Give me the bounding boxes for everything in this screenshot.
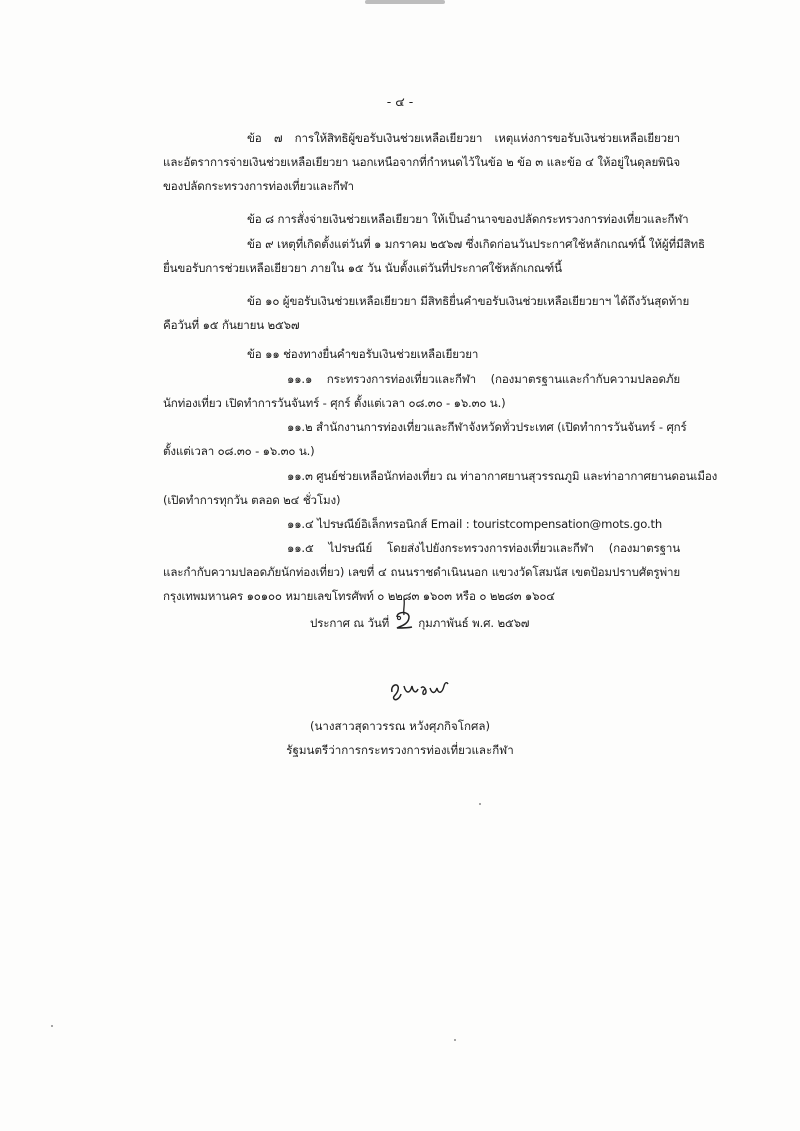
announcement-day-handwritten — [393, 615, 415, 631]
clause-11-item-4-line-1: ๑๑.๔ ไปรษณีย์อิเล็กทรอนิกส์ Email : touristcompensation@mots.go.th — [287, 517, 663, 531]
clause-9-line-2: ยื่นขอรับการช่วยเหลือเยียวยา ภายใน ๑๕ วัน นับตั้งแต่วันที่ประกาศใช้หลักเกณฑ์นี้ — [163, 261, 562, 275]
clause-10-line-2: คือวันที่ ๑๕ กันยายน ๒๕๖๗ — [163, 318, 300, 332]
announcement-suffix: กุมภาพันธ์ พ.ศ. ๒๕๖๗ — [418, 616, 530, 630]
clause-11-item-5-line-2: และกำกับความปลอดภัยนักท่องเที่ยว) เลขที่ ๔ ถนนราชดำเนินนอก แขวงวัดโสมนัส เขตป้อมปราบศัตรูพ่าย — [163, 565, 680, 579]
clause-11-item-2-line-1: ๑๑.๒ สำนักงานการท่องเที่ยวและกีฬาจังหวัดทั่วประเทศ (เปิดทำการวันจันทร์ - ศุกร์ — [287, 420, 687, 434]
scan-speck — [479, 803, 481, 805]
signatory-position: รัฐมนตรีว่าการกระทรวงการท่องเที่ยวและกีฬา — [286, 743, 514, 757]
clause-7-line-1: ข้อ ๗ การให้สิทธิผู้ขอรับเงินช่วยเหลือเยียวยา เหตุแห่งการขอรับเงินช่วยเหลือเยียวยา — [247, 131, 680, 145]
clause-10-line-1: ข้อ ๑๐ ผู้ขอรับเงินช่วยเหลือเยียวยา มีสิทธิยื่นคำขอรับเงินช่วยเหลือเยียวยาฯ ได้ถึงวันสุดท้าย — [247, 294, 690, 308]
announcement-line — [310, 615, 529, 631]
clause-8-line-1: ข้อ ๘ การสั่งจ่ายเงินช่วยเหลือเยียวยา ให้เป็นอำนาจของปลัดกระทรวงการท่องเที่ยวและกีฬา — [247, 212, 689, 226]
announcement-prefix: ประกาศ ณ วันที่ — [310, 616, 390, 630]
clause-11-item-2-line-2: ตั้งแต่เวลา ๐๘.๓๐ - ๑๖.๓๐ น.) — [163, 444, 315, 458]
clause-11-item-5-line-3: กรุงเทพมหานคร ๑๐๑๐๐ หมายเลขโทรศัพท์ ๐ ๒๒๘๓ ๑๖๐๓ หรือ ๐ ๒๒๘๓ ๑๖๐๔ — [163, 589, 555, 603]
clause-11-item-1-line-2: นักท่องเที่ยว เปิดทำการวันจันทร์ - ศุกร์ ตั้งแต่เวลา ๐๘.๓๐ - ๑๖.๓๐ น.) — [163, 396, 506, 410]
clause-11-heading: ข้อ ๑๑ ช่องทางยื่นคำขอรับเงินช่วยเหลือเยียวยา — [247, 347, 479, 361]
clause-7-line-2: และอัตราการจ่ายเงินช่วยเหลือเยียวยา นอกเหนือจากที่กำหนดไว้ในข้อ ๒ ข้อ ๓ และข้อ ๔ ให้อยู่ในดุลยพินิจ — [163, 155, 680, 169]
scan-header-mark — [365, 0, 445, 4]
handwritten-day-mark — [393, 597, 415, 631]
signatory-name: (นางสาวสุดาวรรณ หวังศุภกิจโกศล) — [309, 719, 491, 733]
page-number: - ๔ - — [386, 94, 414, 109]
clause-11-item-3-line-1: ๑๑.๓ ศูนย์ช่วยเหลือนักท่องเที่ยว ณ ท่าอากาศยานสุวรรณภูมิ และท่าอากาศยานดอนเมือง — [287, 469, 718, 483]
handwritten-signature — [388, 672, 450, 702]
clause-7-line-3: ของปลัดกระทรวงการท่องเที่ยวและกีฬา — [163, 179, 354, 193]
clause-9-line-1: ข้อ ๙ เหตุที่เกิดตั้งแต่วันที่ ๑ มกราคม ๒๕๖๗ ซึ่งเกิดก่อนวันประกาศใช้หลักเกณฑ์นี้ ให้ผู้ที่มีสิทธิ — [247, 237, 705, 251]
clause-11-item-5-line-1: ๑๑.๕ ไปรษณีย์ โดยส่งไปยังกระทรวงการท่องเที่ยวและกีฬา (กองมาตรฐาน — [287, 541, 680, 555]
scan-speck — [454, 1039, 456, 1041]
clause-11-item-3-line-2: (เปิดทำการทุกวัน ตลอด ๒๔ ชั่วโมง) — [163, 493, 341, 507]
clause-11-item-1-line-1: ๑๑.๑ กระทรวงการท่องเที่ยวและกีฬา (กองมาตรฐานและกำกับความปลอดภัย — [287, 372, 680, 386]
scan-speck — [51, 1025, 53, 1027]
